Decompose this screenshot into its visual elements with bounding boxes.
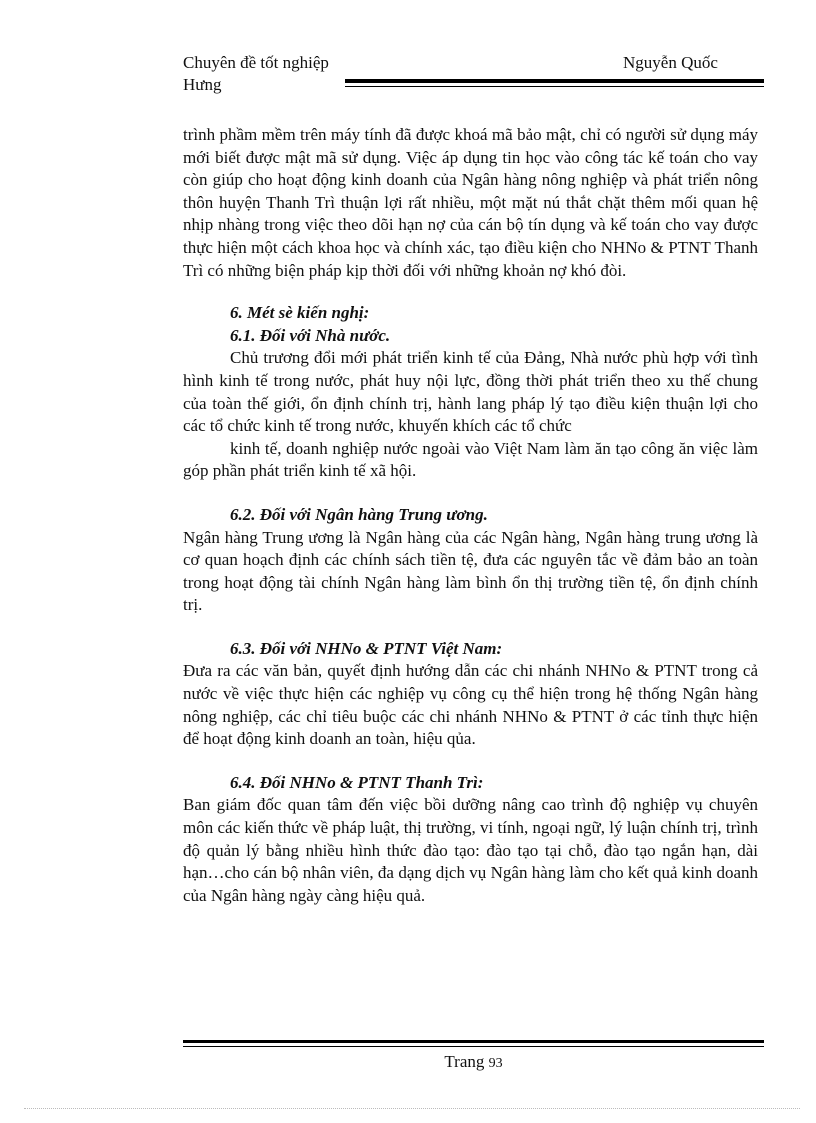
paragraph-6-3: Đưa ra các văn bản, quyết định hướng dẫn các chi nhánh NHNo & PTNT trong cả nước về việc thực hiện các nghiệp vụ công cụ thể hiện trong hệ thống Ngân hàng nông nghiệp, các chỉ tiêu buộc các chi nhánh NHNo & PTNT ở các tỉnh thực hiện để hoạt động kinh doanh an toàn, hiệu qủa. bbox=[183, 661, 758, 749]
heading-6: 6. Mét sè kiến nghị: bbox=[230, 303, 370, 323]
heading-6-1: 6.1. Đối với Nhà nước. bbox=[230, 325, 391, 345]
paragraph-6-4: Ban giám đốc quan tâm đến việc bồi dưỡng nâng cao trình độ nghiệp vụ chuyên môn các kiến thức về pháp luật, thị trường, vi tính, ngoại ngữ, lý luận chính trị, trình độ quản lý bằng nhiều hình thức đào tạo: đào tạo tại chỗ, đào tạo ngắn hạn, dài hạn…cho cán bộ nhân viên, đa dạng dịch vụ Ngân hàng làm cho kết quả kinh doanh của Ngân hàng ngày càng hiệu quả. bbox=[183, 795, 758, 905]
header-rule-thin bbox=[345, 86, 764, 87]
heading-6-4: 6.4. Đối NHNo & PTNT Thanh Trì: bbox=[230, 772, 484, 792]
paragraph-intro: trình phầm mềm trên máy tính đã được khoá mã bảo mật, chỉ có người sử dụng máy mới biết được mật mã sử dụng. Việc áp dụng tin học vào công tác kế toán cho vay còn giúp cho hoạt động kinh doanh của Ngân hàng nông nghiệp và phát triển nông thôn huyện Thanh Trì thuận lợi rất nhiều, một mặt nú thắt chặt thêm mối quan hệ nhịp nhàng trong việc theo dõi hạn nợ của cán bộ tín dụng và kế toán cho vay được thực hiện một cách khoa học và chính xác, tạo điều kiện cho NHNo & PTNT Thanh Trì có những biện pháp kịp thời đối với những khoản nợ khó đòi. bbox=[183, 125, 758, 280]
footer-page-number: 93 bbox=[488, 1056, 503, 1071]
footer-rule-thin bbox=[183, 1046, 764, 1047]
page-body bbox=[183, 124, 758, 907]
heading-6-2: 6.2. Đối với Ngân hàng Trung ương. bbox=[230, 504, 488, 524]
footer-rule-thick bbox=[183, 1040, 764, 1043]
footer-page-label: Trang bbox=[444, 1052, 485, 1071]
paragraph-6-1-b: kinh tế, doanh nghiệp nước ngoài vào Việt Nam làm ăn tạo công ăn việc làm góp phần phát triển kinh tế xã hội. bbox=[183, 438, 758, 481]
header-author: Nguyễn Quốc bbox=[623, 53, 718, 72]
paragraph-6-2: Ngân hàng Trung ương là Ngân hàng của các Ngân hàng, Ngân hàng trung ương là cơ quan hoạch định các chính sách tiền tệ, đưa các nguyên tắc về đảm bảo an toàn trong hoạt động tài chính Ngân hàng làm bình ổn thị trường tiền tệ, ổn định chính trị. bbox=[183, 527, 758, 615]
page-footer bbox=[183, 1052, 764, 1072]
heading-6-3: 6.3. Đối với NHNo & PTNT Việt Nam: bbox=[230, 638, 503, 658]
page-bottom-border bbox=[24, 1108, 800, 1109]
paragraph-6-1-a: Chủ trương đổi mới phát triển kinh tế của Đảng, Nhà nước phù hợp với tình hình kinh tế trong nước, phát huy nội lực, đồng thời phát triển theo xu thế chung của toàn thế giới, ổn định chính trị, hành lang pháp lý tạo điều kiện thuận lợi cho các tổ chức kinh tế trong nước, khuyến khích các tổ chức bbox=[183, 348, 758, 436]
header-rule-thick bbox=[345, 79, 764, 83]
header-title: Chuyên đề tốt nghiệp bbox=[183, 53, 329, 72]
header-author-wrap: Hưng bbox=[183, 75, 222, 94]
